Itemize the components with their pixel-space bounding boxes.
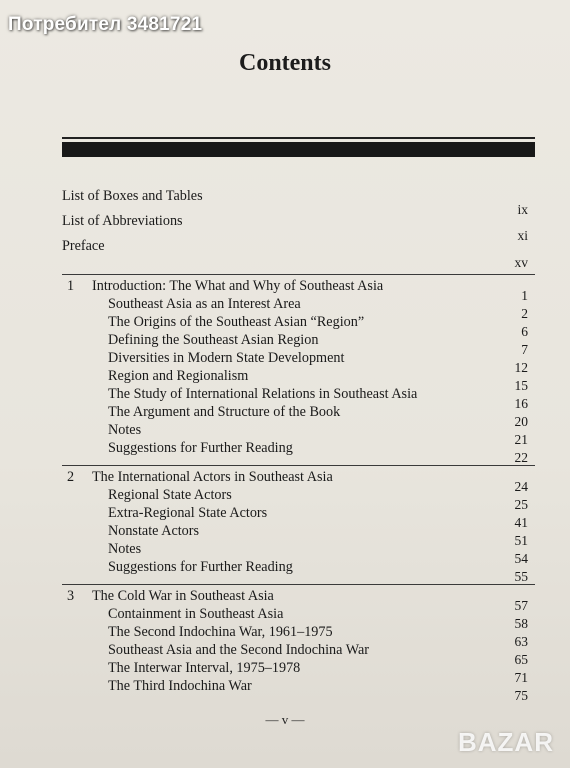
section-label: The Interwar Interval, 1975–1978 — [108, 660, 301, 676]
section-page: 65 — [514, 652, 528, 667]
section-page: 51 — [514, 533, 528, 548]
section-page: 75 — [514, 688, 528, 703]
chapter-number: 1 — [67, 278, 75, 294]
section-label: The Origins of the Southeast Asian “Region” — [108, 314, 365, 330]
section-label: The Study of International Relations in Southeast Asia — [108, 386, 418, 402]
front-matter-page: xv — [514, 255, 528, 270]
chapter-divider — [62, 465, 535, 466]
section-page: 12 — [514, 360, 528, 375]
section-page: 41 — [514, 515, 528, 530]
section-page: 6 — [521, 324, 528, 339]
user-watermark: Потребител 3481721 — [8, 14, 203, 35]
front-matter-label: List of Abbreviations — [62, 213, 183, 229]
chapter-title: Introduction: The What and Why of Southeast Asia — [92, 278, 384, 294]
front-matter-label: Preface — [62, 238, 105, 254]
section-page: 20 — [514, 414, 528, 429]
front-matter-page: ix — [517, 202, 528, 217]
title-rule-thin — [62, 137, 535, 139]
title-rule-thick — [62, 142, 535, 157]
chapter-number: 3 — [67, 588, 75, 604]
chapter-number: 2 — [67, 469, 75, 485]
section-label: Region and Regionalism — [108, 368, 249, 384]
section-page: 54 — [514, 551, 528, 566]
section-page: 7 — [521, 342, 528, 357]
front-matter-label: List of Boxes and Tables — [62, 188, 203, 204]
section-label: The Second Indochina War, 1961–1975 — [108, 624, 333, 640]
section-label: Suggestions for Further Reading — [108, 440, 293, 456]
section-page: 55 — [514, 569, 528, 584]
section-label: Notes — [108, 422, 142, 438]
bazar-logo: BAZAR — [458, 727, 554, 757]
section-label: Defining the Southeast Asian Region — [108, 332, 319, 348]
section-label: Diversities in Modern State Development — [108, 350, 345, 366]
chapter-title: The International Actors in Southeast Asia — [92, 469, 333, 485]
chapter-divider — [62, 274, 535, 275]
section-page: 25 — [514, 497, 528, 512]
section-label: Notes — [108, 541, 142, 557]
chapter-page: 24 — [514, 479, 528, 494]
section-label: The Argument and Structure of the Book — [108, 404, 341, 420]
chapter-divider — [62, 584, 535, 585]
section-page: 21 — [514, 432, 528, 447]
section-label: Nonstate Actors — [108, 523, 200, 539]
section-page: 58 — [514, 616, 528, 631]
front-matter-page: xi — [517, 228, 528, 243]
section-label: Regional State Actors — [108, 487, 232, 503]
section-label: The Third Indochina War — [108, 678, 252, 694]
section-page: 63 — [514, 634, 528, 649]
page-title: Contents — [238, 50, 331, 76]
section-page: 71 — [514, 670, 528, 685]
section-label: Containment in Southeast Asia — [108, 606, 284, 622]
section-page: 16 — [514, 396, 528, 411]
page-number-footer: — v — — [265, 712, 305, 727]
section-page: 2 — [521, 306, 528, 321]
chapter-page: 1 — [521, 288, 528, 303]
section-label: Suggestions for Further Reading — [108, 559, 293, 575]
chapter-page: 57 — [514, 598, 528, 613]
chapter-title: The Cold War in Southeast Asia — [92, 588, 274, 604]
section-page: 15 — [514, 378, 528, 393]
section-label: Southeast Asia as an Interest Area — [108, 296, 301, 312]
section-label: Extra-Regional State Actors — [108, 505, 268, 521]
section-page: 22 — [514, 450, 528, 465]
section-label: Southeast Asia and the Second Indochina War — [108, 642, 370, 658]
